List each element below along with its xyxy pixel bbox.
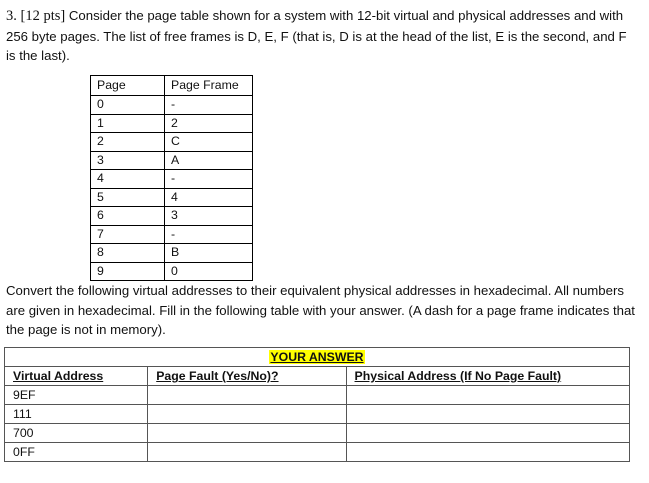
frame-cell: 0 xyxy=(165,262,253,281)
virtual-address-cell: 9EF xyxy=(5,386,148,405)
frame-cell: - xyxy=(165,96,253,115)
page-table xyxy=(90,75,253,281)
page-fault-answer-cell[interactable] xyxy=(148,405,346,424)
table-row xyxy=(91,188,253,207)
instructions-paragraph: Convert the following virtual addresses to their equivalent physical addresses in hexadecimal. All numbers are given in hexadecimal. Fill in the following table with your answer. (A dash for a page frame indicates that the page is not in memory). xyxy=(6,283,635,337)
frame-cell: 2 xyxy=(165,114,253,133)
page-cell: 4 xyxy=(91,170,165,189)
page-frame-column-header: Page Frame xyxy=(165,76,253,96)
virtual-address-cell: 111 xyxy=(5,405,148,424)
table-row xyxy=(91,225,253,244)
physical-address-answer-cell[interactable] xyxy=(346,424,629,443)
frame-cell: C xyxy=(165,133,253,152)
answer-banner-cell xyxy=(5,348,630,367)
page-column-header: Page xyxy=(91,76,165,96)
page-cell: 8 xyxy=(91,244,165,263)
virtual-address-header: Virtual Address xyxy=(5,367,148,386)
table-row xyxy=(5,443,630,462)
frame-cell: A xyxy=(165,151,253,170)
table-row xyxy=(5,405,630,424)
answer-banner-row xyxy=(5,348,630,367)
page-cell: 9 xyxy=(91,262,165,281)
frame-cell: 3 xyxy=(165,207,253,226)
question-paragraph xyxy=(6,6,636,66)
table-row xyxy=(91,133,253,152)
page-cell: 1 xyxy=(91,114,165,133)
page-fault-answer-cell[interactable] xyxy=(148,386,346,405)
frame-cell: - xyxy=(165,170,253,189)
physical-address-answer-cell[interactable] xyxy=(346,386,629,405)
question-number: 3. [12 pts] xyxy=(6,8,66,24)
page-cell: 3 xyxy=(91,151,165,170)
frame-cell: 4 xyxy=(165,188,253,207)
virtual-address-cell: 0FF xyxy=(5,443,148,462)
frame-cell: B xyxy=(165,244,253,263)
frame-cell: - xyxy=(165,225,253,244)
table-row xyxy=(91,244,253,263)
page-table-header-row xyxy=(91,76,253,96)
physical-address-answer-cell[interactable] xyxy=(346,405,629,424)
table-row xyxy=(91,114,253,133)
page-cell: 0 xyxy=(91,96,165,115)
page-fault-answer-cell[interactable] xyxy=(148,443,346,462)
page-cell: 7 xyxy=(91,225,165,244)
table-row xyxy=(5,424,630,443)
table-row xyxy=(91,170,253,189)
table-row xyxy=(5,386,630,405)
answer-header-row xyxy=(5,367,630,386)
page-cell: 2 xyxy=(91,133,165,152)
page-cell: 5 xyxy=(91,188,165,207)
table-row xyxy=(91,262,253,281)
page-fault-header: Page Fault (Yes/No)? xyxy=(148,367,346,386)
physical-address-answer-cell[interactable] xyxy=(346,443,629,462)
page-fault-answer-cell[interactable] xyxy=(148,424,346,443)
physical-address-header: Physical Address (If No Page Fault) xyxy=(346,367,629,386)
table-row xyxy=(91,96,253,115)
your-answer-banner: YOUR ANSWER xyxy=(270,350,364,364)
virtual-address-cell: 700 xyxy=(5,424,148,443)
answer-table xyxy=(4,347,630,462)
page-cell: 6 xyxy=(91,207,165,226)
question-text: Consider the page table shown for a system with 12-bit virtual and physical addresses and with 256 byte pages. The list of free frames is D, E, F (that is, D is at the head of the list, E is the second, and F is the last). xyxy=(6,8,627,63)
table-row xyxy=(91,151,253,170)
table-row xyxy=(91,207,253,226)
